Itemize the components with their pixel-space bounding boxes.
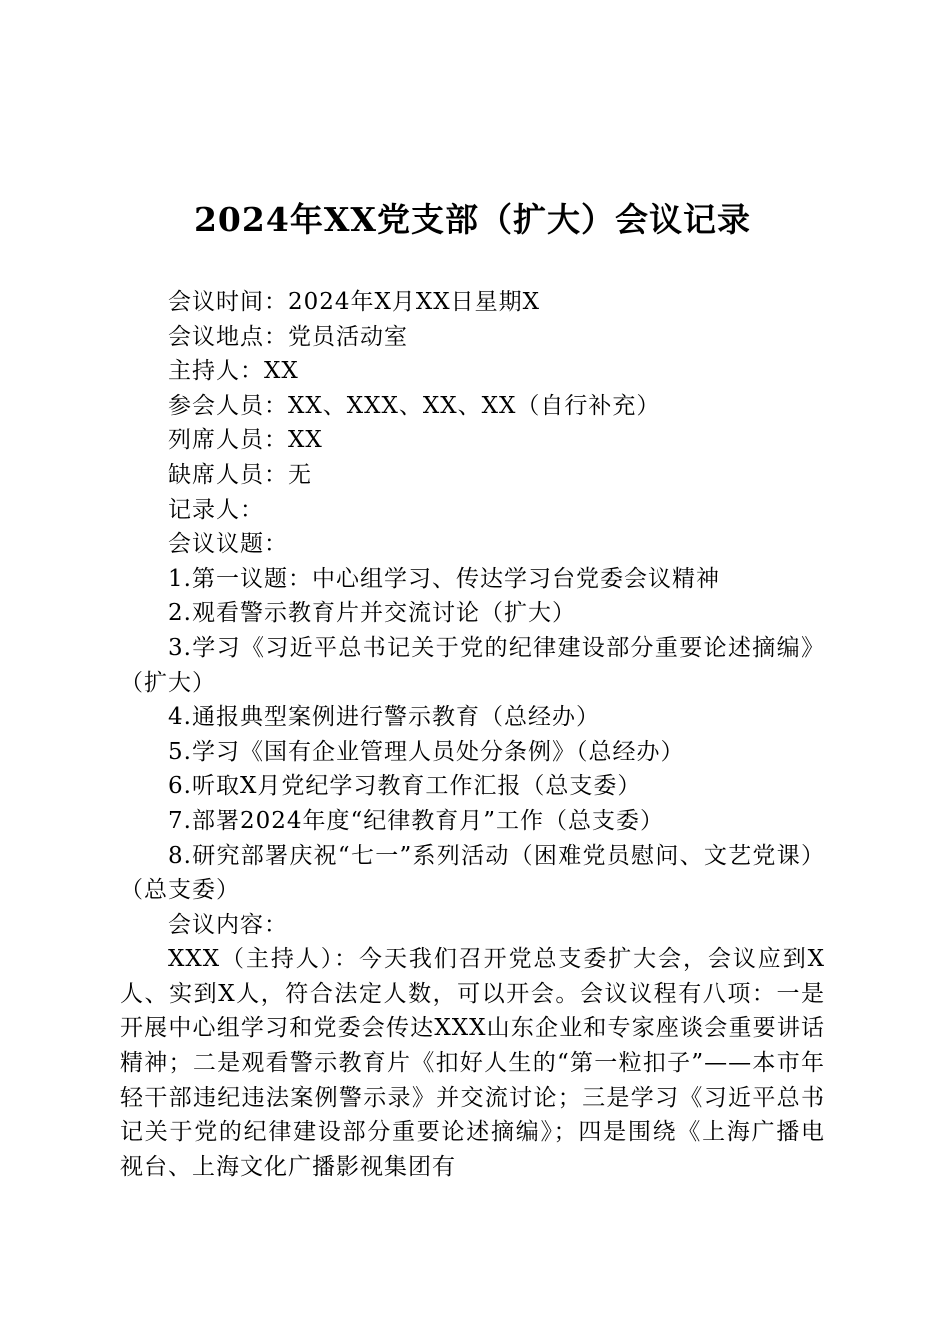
document-title: 2024年XX党支部（扩大）会议记录 [193,200,752,239]
topic-item-6: 6.听取X月党纪学习教育工作汇报（总支委） [168,773,642,800]
topic-item-8: 8.研究部署庆祝“七一”系列活动（困难党员慰问、文艺党课）（总支委） [120,842,825,904]
topic-item-3: 3.学习《习近平总书记关于党的纪律建设部分重要论述摘编》（扩大） [120,634,825,696]
meeting-place: 会议地点：党员活动室 [168,323,408,350]
topic-item-7: 7.部署2024年度“纪律教育月”工作（总支委） [168,807,664,834]
content-paragraph: XXX（主持人）：今天我们召开党总支委扩大会，会议应到X人、实到X人，符合法定人数，可以开会。会议议程有八项：一是开展中心组学习和党委会传达XXX山东企业和专家座谈会重要讲话精神；二是观看警示教育片《扣好人生的“第一粒扣子”——本市年轻干部违纪违法案例警示录》并交流讨论；三是学习《习近平总书记关于党的纪律建设部分重要论述摘编》；四是围绕《上海广播电视台、上海文化广播影视集团有 [120,946,825,1180]
topic-item-1: 1.第一议题：中心组学习、传达学习台党委会议精神 [168,565,720,592]
topics-label: 会议议题： [168,531,288,558]
topic-item-5: 5.学习《国有企业管理人员处分条例》（总经办） [168,738,685,765]
content-label: 会议内容： [168,911,288,938]
meeting-absent: 缺席人员：无 [168,461,312,488]
document-page [120,195,825,1184]
topic-item-2: 2.观看警示教育片并交流讨论（扩大） [168,600,576,627]
meeting-recorder: 记录人： [168,496,264,523]
topic-item-4: 4.通报典型案例进行警示教育（总经办） [168,704,600,731]
meeting-time: 会议时间：2024年X月XX日星期X [168,289,541,315]
meeting-observers: 列席人员：XX [168,427,323,454]
meeting-host: 主持人：XX [168,358,299,385]
meeting-attendees: 参会人员：XX、XXX、XX、XX（自行补充） [168,392,661,419]
